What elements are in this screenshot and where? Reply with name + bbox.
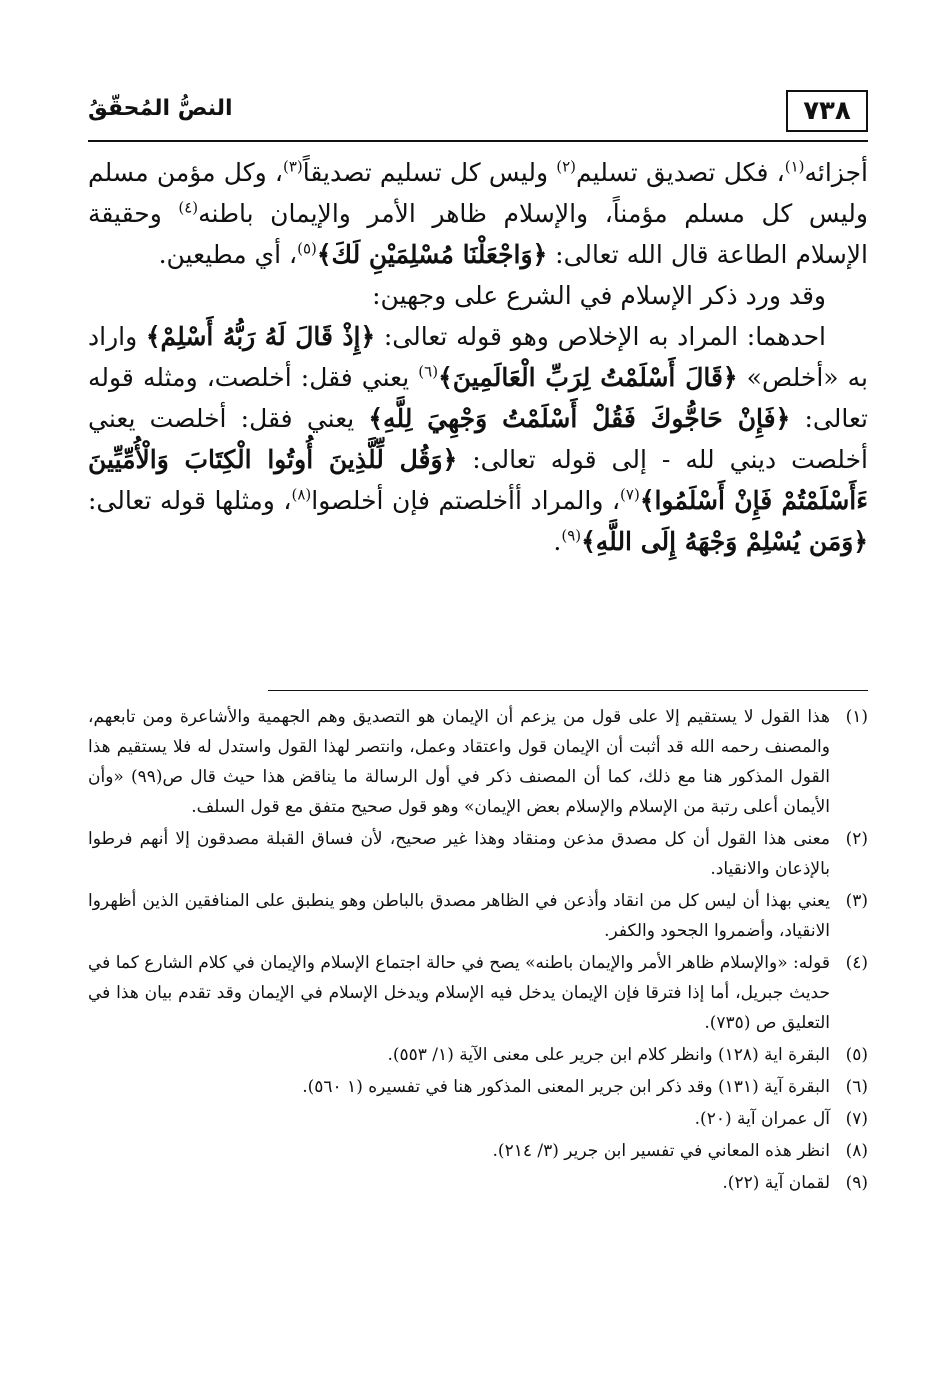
footnote-number: (٩) <box>845 1173 868 1193</box>
footnote-ref: (٦) <box>418 362 439 381</box>
footnote-ref: (٨) <box>291 485 312 504</box>
footnote-ref: (٢) <box>556 157 577 176</box>
footnote <box>88 1040 868 1070</box>
quran-verse: ﴿فَإِنْ حَاجُّوكَ فَقُلْ أَسْلَمْتُ وَجْهِيَ لِلَّهِ﴾ <box>368 404 791 433</box>
footnote-number: (٨) <box>845 1141 868 1161</box>
footnote-text: قوله: «والإسلام ظاهر الأمر والإيمان باطنه» يصح في حالة اجتماع الإسلام والإيمان في كلام الشارع كما في حديث جبريل، أما إذا فترقا فإن الإيمان يدخل فيه الإسلام ويدخل الإسلام في الإيمان وقد تقدم بيان هذا في التعليق ص (٧٣٥). <box>88 953 830 1033</box>
footnote <box>88 1072 868 1102</box>
footnote-ref: (٤) <box>178 198 199 217</box>
footnote-text: يعني بهذا أن ليس كل من انقاد وأذعن في الظاهر مصدق بالباطن وهو ينطبق على المنافقين الذين أظهروا الانقياد، وأضمروا الجحود والكفر. <box>88 891 830 941</box>
footnote-ref: (٩) <box>561 526 582 545</box>
footnote-ref: (١) <box>784 157 805 176</box>
footnote-number: (٦) <box>845 1077 868 1097</box>
footnotes <box>88 702 868 1200</box>
footnote <box>88 1168 868 1198</box>
quran-verse: ﴿قَالَ أَسْلَمْتُ لِرَبِّ الْعَالَمِينَ﴾ <box>438 363 738 392</box>
page-number: ٧٣٨ <box>786 90 868 132</box>
footnote-text: لقمان آية (٢٢). <box>722 1173 830 1193</box>
footnote-text: البقرة اية (١٢٨) وانظر كلام ابن جرير على معنى الآية (١/ ٥٥٣). <box>387 1045 830 1065</box>
footnote-ref: (٥) <box>297 239 317 258</box>
footnote-text: البقرة آية (١٣١) وقد ذكر ابن جرير المعنى المذكور هنا في تفسيره (١ ٥٦٠). <box>302 1077 830 1097</box>
footnote-ref: (٣) <box>282 157 303 176</box>
footnote <box>88 948 868 1038</box>
quran-verse: ﴿وَاجْعَلْنَا مُسْلِمَيْنِ لَكَ﴾ <box>316 240 548 269</box>
footnote <box>88 1136 868 1166</box>
page-header <box>88 90 868 136</box>
book-page <box>88 80 868 1300</box>
text-run: وحقيقة الإسلام الطاعة قال الله تعالى: <box>88 199 868 269</box>
text-run: احدهما: المراد به الإخلاص وهو قوله تعالى: <box>375 322 826 351</box>
text-run: واراد به «أخلص» <box>88 322 868 392</box>
text-run: أجزائه <box>804 158 868 187</box>
footnote <box>88 824 868 884</box>
footnote-text: معنى هذا القول أن كل مصدق مذعن ومنقاد وهذا غير صحيح، لأن فساق القبلة مصدقون إلا أنهم فرطوا بالإذعان والانقياد. <box>88 829 830 879</box>
quran-verse: ﴿وَمَن يُسْلِمْ وَجْهَهُ إِلَى اللَّهِ﴾ <box>581 527 868 556</box>
header-rule <box>88 140 868 142</box>
text-run: ، ومثلها قوله تعالى: <box>88 486 292 515</box>
footnote-number: (١) <box>845 707 868 727</box>
footnote-number: (٤) <box>845 953 868 973</box>
footnote-number: (٢) <box>845 829 868 849</box>
footnote-number: (٣) <box>845 891 868 911</box>
quran-verse: ﴿إِذْ قَالَ لَهُ رَبُّهُ أَسْلِمْ﴾ <box>145 322 376 351</box>
footnote <box>88 1104 868 1134</box>
quran-verse: ﴿وَقُل لِّلَّذِينَ أُوتُوا الْكِتَابَ وَالْأُمِّيِّينَ ءَأَسْلَمْتُمْ فَإِنْ أَسْلَمُوا﴾ <box>88 445 868 515</box>
footnote-ref: (٧) <box>620 485 640 504</box>
text-run: وقد ورد ذكر الإسلام في الشرع على وجهين: <box>372 281 826 310</box>
text-run: يعني فقل: أخلصت، ومثله قوله تعالى: <box>88 363 868 433</box>
paragraph-1 <box>88 152 868 275</box>
running-title: النصُّ المُحقّقُ <box>88 96 233 121</box>
footnote-text: آل عمران آية (٢٠). <box>694 1109 830 1129</box>
footnote <box>88 702 868 822</box>
footnote-text: هذا القول لا يستقيم إلا على قول من يزعم أن الإيمان هو التصديق وهم الجهمية والأشاعرة ومن تابعهم، والمصنف رحمه الله قد أثبت أن الإيمان قول واعتقاد وعمل، وانتصر لهذا القول واستدل له فلا يستقيم هذا القول المذكور هنا مع ذلك، كما أن المصنف ذكر في أول الرسالة ما يناقض هذا حيث قال ص(٩٩) «وأن الأيمان أعلى رتبة من الإسلام والإسلام بعض الإيمان» وهو قول صحيح متفق مع قول السلف. <box>88 707 830 817</box>
paragraph-2 <box>88 275 868 316</box>
paragraph-3 <box>88 316 868 562</box>
main-text <box>88 152 868 562</box>
text-run: ، أي مطيعين. <box>158 240 298 269</box>
footnote-number: (٥) <box>845 1045 868 1065</box>
text-run: وليس كل تسليم تصديقاً <box>302 158 557 187</box>
text-run: ، فكل تصديق تسليم <box>576 158 785 187</box>
text-run: يعني فقل: أخلصت يعني أخلصت ديني لله - إلى قوله تعالى: <box>88 404 868 474</box>
footnote-rule <box>268 690 868 691</box>
footnote-number: (٧) <box>845 1109 868 1129</box>
text-run: ، والمراد أأخلصتم فإن أخلصوا <box>311 486 621 515</box>
footnote <box>88 886 868 946</box>
text-run: ، وكل مؤمن مسلم وليس كل مسلم مؤمناً، والإسلام ظاهر الأمر والإيمان باطنه <box>88 158 868 228</box>
footnote-text: انظر هذه المعاني في تفسير ابن جرير (٣/ ٢١٤). <box>492 1141 830 1161</box>
text-run: . <box>553 527 562 556</box>
